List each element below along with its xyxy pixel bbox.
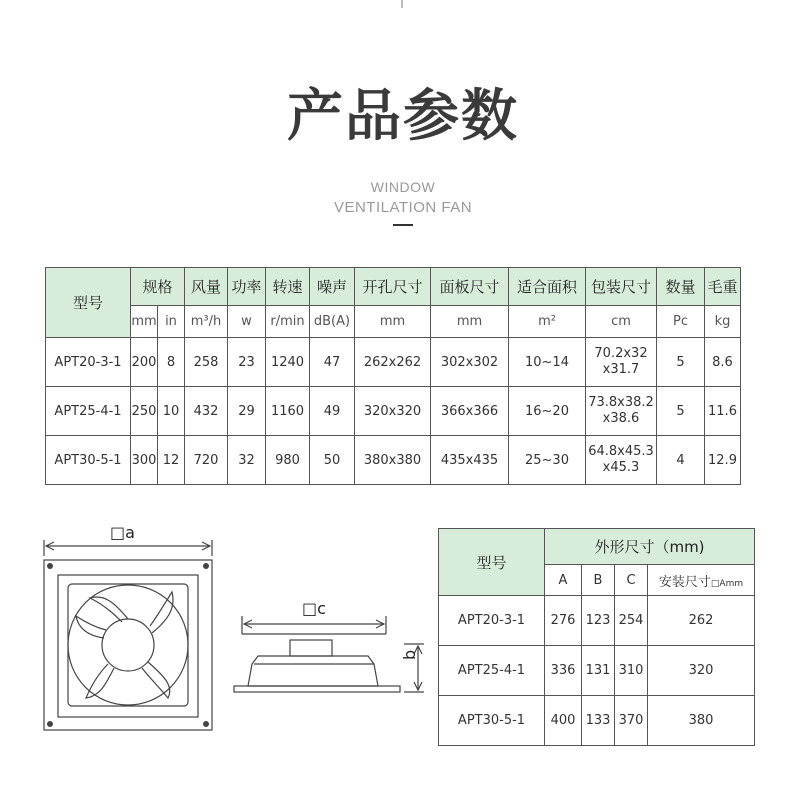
spec-cell-in: 10 [158,387,185,436]
subtitle-ventilation-fan: VENTILATION FAN [333,199,473,216]
dims-header-install [648,565,755,596]
side-dimension-label-c: □c [302,599,326,618]
spec-header-area: 适合面积 [509,268,586,306]
spec-cell-area: 10~14 [509,338,586,387]
spec-unit-airflow: m³/h [185,306,228,338]
dims-header-b: B [582,565,615,596]
spec-cell-opening: 320x320 [355,387,431,436]
top-divider-mark [401,0,403,8]
spec-cell-weight: 8.6 [705,338,741,387]
dims-cell-c: 254 [615,596,648,646]
dims-cell-model: APT30-5-1 [439,696,545,746]
spec-header-speed: 转速 [266,268,310,306]
spec-unit-opening: mm [355,306,431,338]
spec-header-panel: 面板尺寸 [431,268,509,306]
spec-cell-panel: 302x302 [431,338,509,387]
spec-cell-weight: 11.6 [705,387,741,436]
spec-cell-power: 23 [228,338,266,387]
spec-unit-panel: mm [431,306,509,338]
spec-header-size: 规格 [131,268,185,306]
spec-cell-package [586,436,657,485]
subtitle-underline [393,224,413,226]
dims-cell-b: 133 [582,696,615,746]
subtitle-window: WINDOW [370,179,436,195]
table-row [46,387,741,436]
dims-header-model: 型号 [439,529,545,596]
table-row [439,696,755,746]
dims-cell-a: 400 [545,696,582,746]
table-row [439,646,755,696]
spec-header-weight: 毛重 [705,268,741,306]
spec-cell-mm: 300 [131,436,158,485]
spec-unit-mm: mm [131,306,158,338]
spec-cell-package [586,338,657,387]
spec-cell-qty: 5 [657,338,705,387]
spec-unit-power: w [228,306,266,338]
spec-cell-opening: 262x262 [355,338,431,387]
spec-cell-area: 16~20 [509,387,586,436]
spec-cell-weight: 12.9 [705,436,741,485]
spec-cell-package [586,387,657,436]
spec-cell-airflow: 258 [185,338,228,387]
dims-cell-b: 131 [582,646,615,696]
spec-cell-package-line2: x31.7 [602,362,640,377]
fan-front-view-diagram [30,520,230,745]
spec-cell-model: APT20-3-1 [46,338,131,387]
spec-unit-speed: r/min [266,306,310,338]
dims-cell-c: 370 [615,696,648,746]
dims-cell-a: 276 [545,596,582,646]
spec-cell-package-line1: 73.8x38.2 [588,395,654,410]
dims-header-install-unit: □Amm [710,578,744,589]
dims-cell-install: 320 [648,646,755,696]
spec-cell-panel: 435x435 [431,436,509,485]
dims-cell-model: APT20-3-1 [439,596,545,646]
dims-header-outline: 外形尺寸（mm) [545,529,755,565]
spec-cell-noise: 47 [310,338,355,387]
dims-header-install-label: 安装尺寸 [658,574,711,590]
spec-header-qty: 数量 [657,268,705,306]
spec-cell-speed: 980 [266,436,310,485]
spec-cell-speed: 1240 [266,338,310,387]
dims-cell-b: 123 [582,596,615,646]
spec-cell-model: APT30-5-1 [46,436,131,485]
table-row [439,596,755,646]
spec-cell-package-line1: 70.2x32 [594,346,648,361]
spec-unit-in: in [158,306,185,338]
spec-cell-package-line2: x38.6 [602,411,640,426]
spec-cell-power: 32 [228,436,266,485]
spec-unit-weight: kg [705,306,741,338]
page-title: 产品参数 [287,84,519,149]
spec-cell-package-line2: x45.3 [602,460,640,475]
spec-cell-airflow: 720 [185,436,228,485]
spec-header-noise: 噪声 [310,268,355,306]
dims-header-c: C [615,565,648,596]
spec-unit-qty: Pc [657,306,705,338]
dims-cell-install: 262 [648,596,755,646]
dimensions-table [438,528,755,746]
dims-cell-model: APT25-4-1 [439,646,545,696]
dims-cell-install: 380 [648,696,755,746]
spec-cell-power: 29 [228,387,266,436]
spec-header-opening: 开孔尺寸 [355,268,431,306]
spec-cell-noise: 50 [310,436,355,485]
spec-unit-package: cm [586,306,657,338]
spec-cell-speed: 1160 [266,387,310,436]
spec-unit-area: m² [509,306,586,338]
spec-cell-in: 8 [158,338,185,387]
spec-cell-package-line1: 64.8x45.3 [588,444,654,459]
spec-header-airflow: 风量 [185,268,228,306]
spec-table [45,267,741,485]
spec-header-model: 型号 [46,268,131,338]
spec-unit-noise: dB(A) [310,306,355,338]
spec-cell-qty: 4 [657,436,705,485]
spec-header-package: 包装尺寸 [586,268,657,306]
spec-header-power: 功率 [228,268,266,306]
spec-cell-qty: 5 [657,387,705,436]
spec-cell-opening: 380x380 [355,436,431,485]
dims-cell-c: 310 [615,646,648,696]
spec-cell-in: 12 [158,436,185,485]
spec-cell-panel: 366x366 [431,387,509,436]
spec-cell-airflow: 432 [185,387,228,436]
spec-cell-noise: 49 [310,387,355,436]
spec-cell-mm: 250 [131,387,158,436]
spec-cell-mm: 200 [131,338,158,387]
dims-cell-a: 336 [545,646,582,696]
spec-cell-model: APT25-4-1 [46,387,131,436]
spec-cell-area: 25~30 [509,436,586,485]
dims-header-a: A [545,565,582,596]
front-dimension-label-a: □a [110,523,135,542]
table-row [46,338,741,387]
side-dimension-label-b: b [400,649,419,660]
table-row [46,436,741,485]
